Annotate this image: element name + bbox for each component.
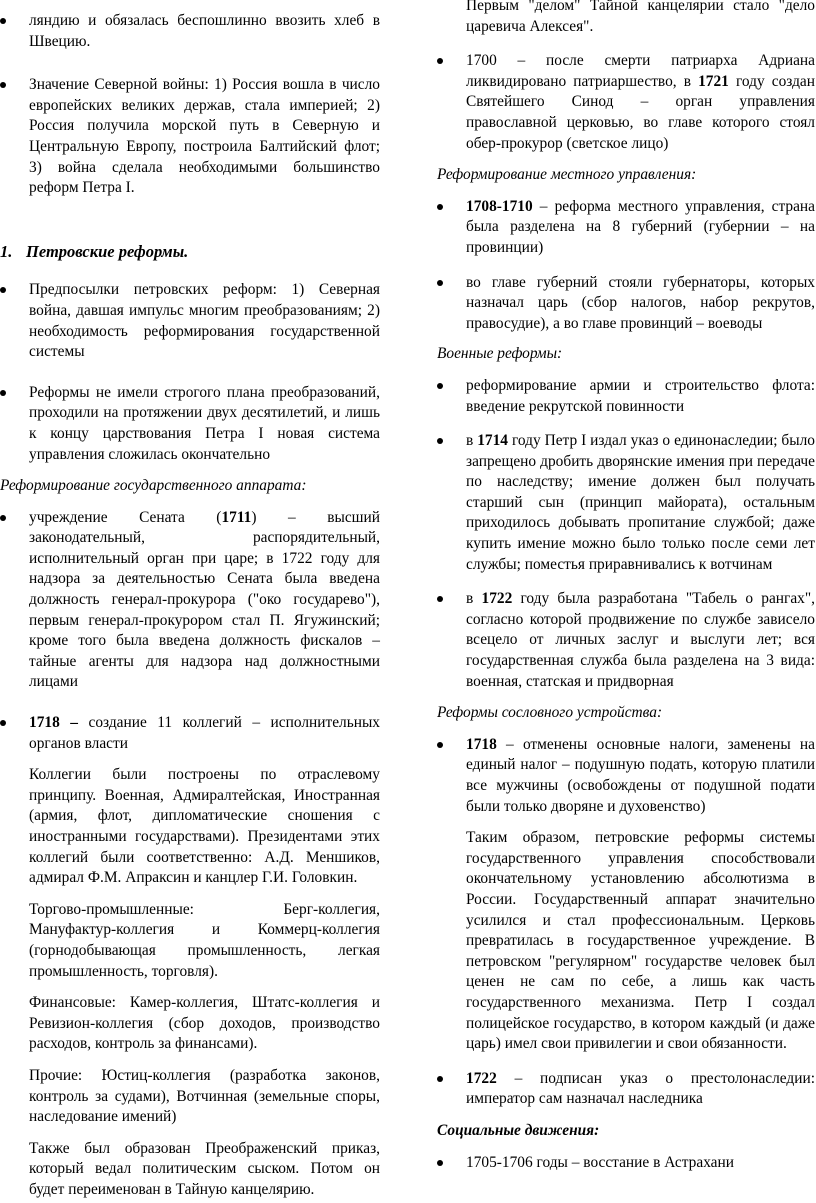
subheading: Реформы сословного устройства: <box>437 704 663 722</box>
list-item: 1722 – подписан указ о престолонаследии: император сам назначал наследника <box>437 1069 815 1110</box>
paragraph: Прочие: Юстиц-коллегия (разработка законов, контроль за судами), Вотчинная (земельные споры, наследование имений) <box>29 1066 380 1126</box>
year: 1708-1710 <box>466 197 533 215</box>
left-column <box>0 0 380 1201</box>
year: 1718 <box>466 735 497 753</box>
paragraph: Торгово-промышленные: Берг-коллегия, Мануфактур-коллегия и Коммерц-коллегия (горнодобывающая промышленность, легкая промышленность, торговля). <box>29 900 380 980</box>
list-item-text: Предпосылки петровских реформ: 1) Северная война, давшая импульс многим преобразованиям; 2) необходимость реформирования государственной системы <box>29 281 380 361</box>
section-title: Петровские реформы. <box>26 241 189 261</box>
list-item-text: реформирование армии и строительство флота: введение рекрутской повинности <box>466 376 815 415</box>
list-item <box>437 273 815 335</box>
year: 1722 <box>466 1069 497 1087</box>
list-item-text: Значение Северной войны: 1) Россия вошла в число европейских великих держав, стала империей; 2) Россия получила морской путь в Северную и Центральную Европу, построила Балтийский флот; 3) война сделала необходимыми большинство реформ Петра I. <box>29 76 380 197</box>
list-item <box>437 1153 815 1174</box>
list-item <box>0 280 380 362</box>
list-item <box>0 11 380 52</box>
list-item: в 1714 году Петр I издал указ о единонаследии; было запрещено дробить дворянские имения при передаче по наследству; имение должен был получать старший сын (принцип майората), остальным приходилось добывать пропитание службой; даже купить имение можно было только после семи лет службы; поместья приравнивались к вотчинам <box>437 431 815 575</box>
subheading: Реформирование местного управления: <box>437 166 697 184</box>
list-item: 1700 – после смерти патриарха Адриана ликвидировано патриаршество, в 1721 году создан Святейшего Синод – орган управления православной церковью, во главе которого стоял обер-прокурор (светское лицо) <box>437 51 815 154</box>
list-item: в 1722 году была разработана "Табель о рангах", согласно которой продвижение по службе зависело всецело от личных заслуг и выслуги лет; вся государственная служба была разделена на 3 вида: военная, статская и придворная <box>437 589 815 692</box>
year: 1711 <box>221 508 252 526</box>
subheading: Социальные движения: <box>437 1121 600 1139</box>
list-item: 1718 – отменены основные налоги, заменены на единый налог – подушную подать, которую платили все мужчины (освобождены от подушной подати были только дворяне и духовенство) <box>437 735 815 817</box>
paragraph: Первым "делом" Тайной канцелярии стало "дело царевича Алексея". <box>466 0 815 35</box>
right-column <box>437 0 815 1173</box>
subheading: Военные реформы: <box>437 345 563 363</box>
section-number: 1. <box>0 241 13 261</box>
paragraph: Таким образом, петровские реформы системы государственного управления способствовали окончательному установлению абсолютизма в России. Государственный аппарат значительно усилился и стал профессиональным. Церковь превратилась в государственное учреждение. В петровском "регулярном" государстве человек был ценен не сам по себе, а лишь как часть государственного механизма. Петр I создал полицейское государство, в котором каждый (и даже царь) имел свои привилегии и свои обязанности. <box>466 829 815 1053</box>
year: 1718 – <box>29 714 78 732</box>
list-item: 1708-1710 – реформа местного управления, страна была разделена на 8 губерний (губернии – на провинции) <box>437 197 815 259</box>
subheading: Реформирование государственного аппарата: <box>0 477 307 495</box>
list-item-text: Реформы не имели строгого плана преобразований, проходили на протяжении двух десятилетий, и лишь к концу царствования Петра I новая система управления сложилась окончательно <box>29 383 380 463</box>
section-heading <box>0 242 380 263</box>
year: 1714 <box>477 432 508 450</box>
list-item <box>0 383 380 465</box>
paragraph: Также был образован Преображенский приказ, который ведал политическим сыском. Потом он будет переименован в Тайную канцелярию. <box>29 1139 380 1198</box>
list-item: 1718 – создание 11 коллегий – исполнительных органов власти <box>0 713 380 754</box>
list-item-text: 1705-1706 годы – восстание в Астрахани <box>466 1153 734 1171</box>
list-item <box>0 75 380 199</box>
list-item: учреждение Сената (1711) – высший законодательный, распорядительный, исполнительный орган при царе; в 1722 году для надзора за деятельностью Сената была введена должность генерал-прокурора ("око государево"), первым генерал-прокурором стал П. Ягужинский; кроме того была введена должность фискалов – тайные агенты для надзора над должностными лицами <box>0 508 380 693</box>
paragraph: Финансовые: Камер-коллегия, Штатс-коллегия и Ревизион-коллегия (сбор доходов, производство расходов, контроль за финансами). <box>29 994 380 1053</box>
year: 1722 <box>481 590 513 608</box>
list-item-text: во главе губерний стояли губернаторы, которых назначал царь (сбор налогов, набор рекрутов, правосудие), а во главе провинций – воеводы <box>466 273 815 332</box>
list-item-text: ляндию и обязалась беспошлинно ввозить хлеб в Швецию. <box>29 12 380 50</box>
year: 1721 <box>698 72 729 90</box>
list-item <box>437 376 815 417</box>
paragraph: Коллегии были построены по отраслевому принципу. Военная, Адмиралтейская, Иностранная (армия, флот, дипломатические сношения с иностранными государствами). Президентами этих коллегий были соответственно: А.Д. Меншиков, адмирал Ф.М. Апраксин и канцлер Г.И. Головкин. <box>29 766 380 887</box>
